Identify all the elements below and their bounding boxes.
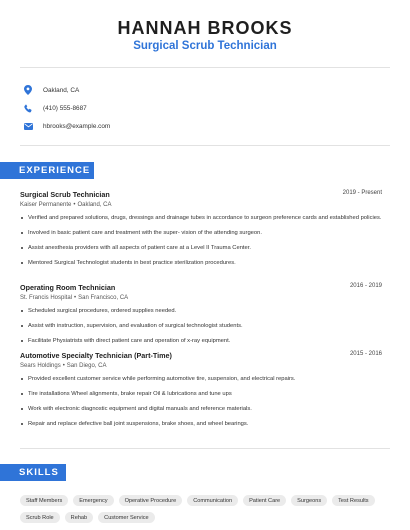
location-pin-icon (22, 84, 34, 96)
job-company-line (20, 202, 382, 208)
job-location: San Diego, CA (66, 363, 107, 369)
skill-chip: Test Results (332, 495, 374, 506)
skill-chip: Rehab (65, 512, 93, 523)
contact-phone-text: (410) 555-8687 (43, 104, 87, 112)
bullet-item: Tire installations Wheel alignments, brake repair Oil & lubrications and tune ups (20, 390, 382, 399)
skills-list (20, 495, 390, 523)
job-location: Oakland, CA (77, 202, 112, 208)
candidate-title: Surgical Scrub Technician (133, 40, 277, 52)
experience-divider (20, 448, 390, 449)
job-entry (20, 190, 382, 274)
job-dates: 2015 - 2016 (349, 351, 382, 357)
contact-phone (22, 102, 87, 114)
envelope-icon (22, 120, 34, 132)
job-dates: 2019 - Present (342, 190, 382, 196)
skills-heading: SKILLS (0, 464, 66, 481)
job-bullets (20, 307, 382, 346)
header-divider (20, 67, 390, 68)
bullet-item: Mentored Surgical Technologist students in best practice sterilization procedures. (20, 259, 382, 268)
bullet-item: Work with electronic diagnostic equipment and digital manuals and reference materials. (20, 405, 382, 414)
contact-email (22, 120, 110, 132)
skill-chip: Emergency (73, 495, 113, 506)
skill-chip: Staff Members (20, 495, 68, 506)
skill-chip: Communication (187, 495, 238, 506)
contact-location (22, 84, 79, 96)
bullet-item: Involved in basic patient care and treatment with the super- vision of the attending surgeon. (20, 229, 382, 238)
bullet-item: Assist anesthesia providers with all aspects of patient care at a Level II Trauma Center. (20, 244, 382, 253)
job-company: St. Francis Hospital (20, 295, 73, 301)
job-entry (20, 283, 382, 352)
skill-chip: Scrub Role (20, 512, 60, 523)
bullet-item: Assist with instruction, supervision, and evaluation of surgical technologist students. (20, 322, 382, 331)
job-company-line (20, 363, 382, 369)
job-dates: 2016 - 2019 (349, 283, 382, 289)
bullet-item: Provided excellent customer service while performing automotive tire, suspension, and electrical repairs. (20, 375, 382, 384)
bullet-item: Repair and replace defective ball joint suspensions, brake shoes, and wheel bearings. (20, 420, 382, 429)
separator-dot: • (62, 363, 65, 369)
job-title: Operating Room Technician (20, 283, 116, 292)
contact-email-text: hbrooks@example.com (43, 122, 111, 130)
contact-divider (20, 145, 390, 146)
phone-icon (22, 102, 34, 114)
skill-chip: Operative Procedure (119, 495, 183, 506)
contact-location-text: Oakland, CA (43, 86, 80, 94)
experience-heading: EXPERIENCE (0, 162, 94, 179)
job-title: Surgical Scrub Technician (20, 190, 110, 199)
skill-chip: Customer Service (98, 512, 154, 523)
separator-dot: • (74, 295, 77, 301)
bullet-item: Scheduled surgical procedures, ordered supplies needed. (20, 307, 382, 316)
skill-chip: Surgeons (291, 495, 327, 506)
bullet-item: Verified and prepared solutions, drugs, dressings and drainage tubes in accordance to surgeon preference cards and established policies. (20, 214, 382, 223)
skill-chip: Patient Care (243, 495, 286, 506)
job-location: San Francisco, CA (78, 295, 129, 301)
candidate-name: HANNAH BROOKS (117, 18, 293, 38)
job-bullets (20, 375, 382, 429)
bullet-item: Facilitate Physiatrists with direct patient care and operation of x-ray equipment. (20, 337, 382, 346)
separator-dot: • (73, 202, 76, 208)
job-company: Sears Holdings (20, 363, 61, 369)
job-entry (20, 351, 382, 435)
job-title: Automotive Specialty Technician (Part-Time) (20, 351, 172, 360)
job-company: Kaiser Permanente (20, 202, 72, 208)
job-company-line (20, 295, 382, 301)
job-bullets (20, 214, 382, 268)
